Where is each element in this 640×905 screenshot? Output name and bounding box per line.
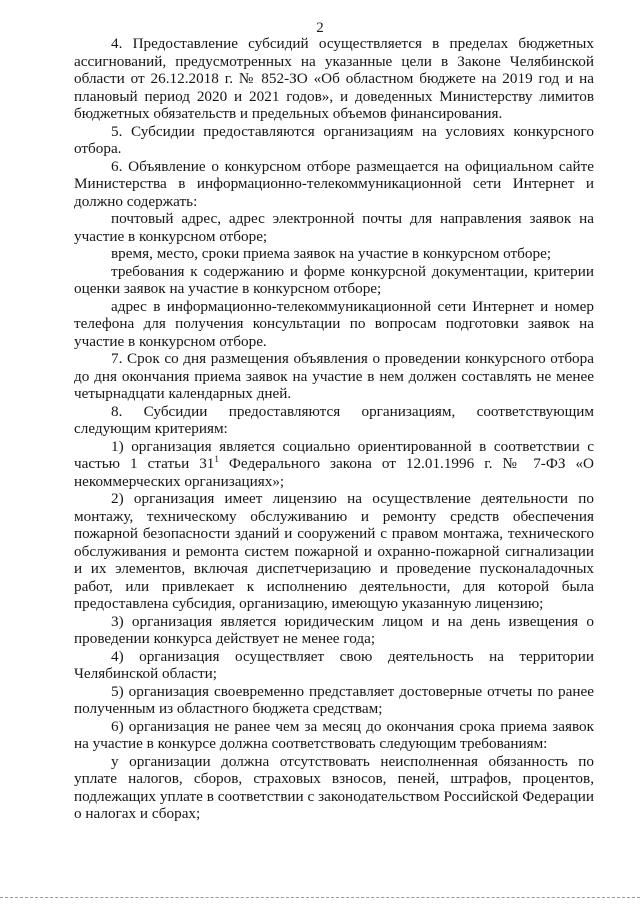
paragraph-6-announcement: 6. Объявление о конкурсном отборе размещается на официальном сайте Министерства в информационно-телекоммуникационной сети Интернет и должно содержать:	[74, 157, 594, 210]
announcement-item-address: почтовый адрес, адрес электронной почты для направления заявок на участие в конкурсном отборе;	[74, 210, 594, 245]
document-body	[74, 35, 594, 823]
criterion-3-legal-entity: 3) организация является юридическим лицом и на день извещения о проведении конкурса действует не менее года;	[74, 612, 594, 647]
criterion-1-text-end: Федерального закона от 12.01.1996 г. № 7-ФЗ «О некоммерческих организациях»;	[74, 455, 595, 490]
paragraph-8-criteria: 8. Субсидии предоставляются организациям, соответствующим следующим критериям:	[74, 402, 594, 437]
page-number: 2	[316, 20, 324, 36]
criterion-4-territory: 4) организация осуществляет свою деятельность на территории Челябинской области;	[74, 647, 594, 682]
article-superscript: 1	[214, 454, 219, 464]
paragraph-4-budget-allocations: 4. Предоставление субсидий осуществляется в пределах бюджетных ассигнований, предусмотренных на указанные цели в Законе Челябинской области от 26.12.2018 г. № 852-ЗО «Об областном бюджете на 2019 год и на плановый период 2020 и 2021 годов», и доведенных Министерству лимитов бюджетных обязательств и предельных объемов финансирования.	[74, 35, 594, 122]
criterion-2-license: 2) организация имеет лицензию на осуществление деятельности по монтажу, техническому обслуживанию и ремонту средств обеспечения пожарной безопасности зданий и сооружений с правом монтажа, технического обслуживания и ремонта систем пожарной и охранно-пожарной сигнализации и их элементов, включая диспетчеризацию и проведение пусконаладочных работ, или привлекает к исполнению деятельности, для которой была предоставлена субсидия, организацию, имеющую указанную лицензию;	[74, 490, 594, 612]
announcement-item-consultation: адрес в информационно-телекоммуникационной сети Интернет и номер телефона для получения консультации по вопросам подготовки заявок на участие в конкурсном отборе.	[74, 297, 594, 350]
criterion-5-reports: 5) организация своевременно представляет достоверные отчеты по ранее полученным из областного бюджета средствам;	[74, 682, 594, 717]
announcement-item-requirements: требования к содержанию и форме конкурсной документации, критерии оценки заявок на участие в конкурсном отборе;	[74, 262, 594, 297]
criterion-6-requirements: 6) организация не ранее чем за месяц до окончания срока приема заявок на участие в конкурсе должна соответствовать следующим требованиям:	[74, 717, 594, 752]
page-bottom-edge	[0, 897, 640, 899]
paragraph-7-deadline: 7. Срок со дня размещения объявления о проведении конкурсного отбора до дня окончания приема заявок на участие в нем должен составлять не менее четырнадцати календарных дней.	[74, 350, 594, 402]
criterion-1-socially-oriented	[74, 438, 594, 491]
criterion-1-text-start: 1) организация является социально ориентированной в соответствии с частью 1 статьи 31	[74, 437, 594, 472]
announcement-item-time: время, место, сроки приема заявок на участие в конкурсном отборе;	[111, 245, 552, 262]
paragraph-5-subsidies-competitive: 5. Субсидии предоставляются организациям на условиях конкурсного отбора.	[74, 122, 594, 157]
requirement-no-tax-debt: у организации должна отсутствовать неисполненная обязанность по уплате налогов, сборов, страховых взносов, пеней, штрафов, процентов, подлежащих уплате в соответствии с законодательством Российской Федерации о налогах и сборах;	[74, 752, 594, 822]
